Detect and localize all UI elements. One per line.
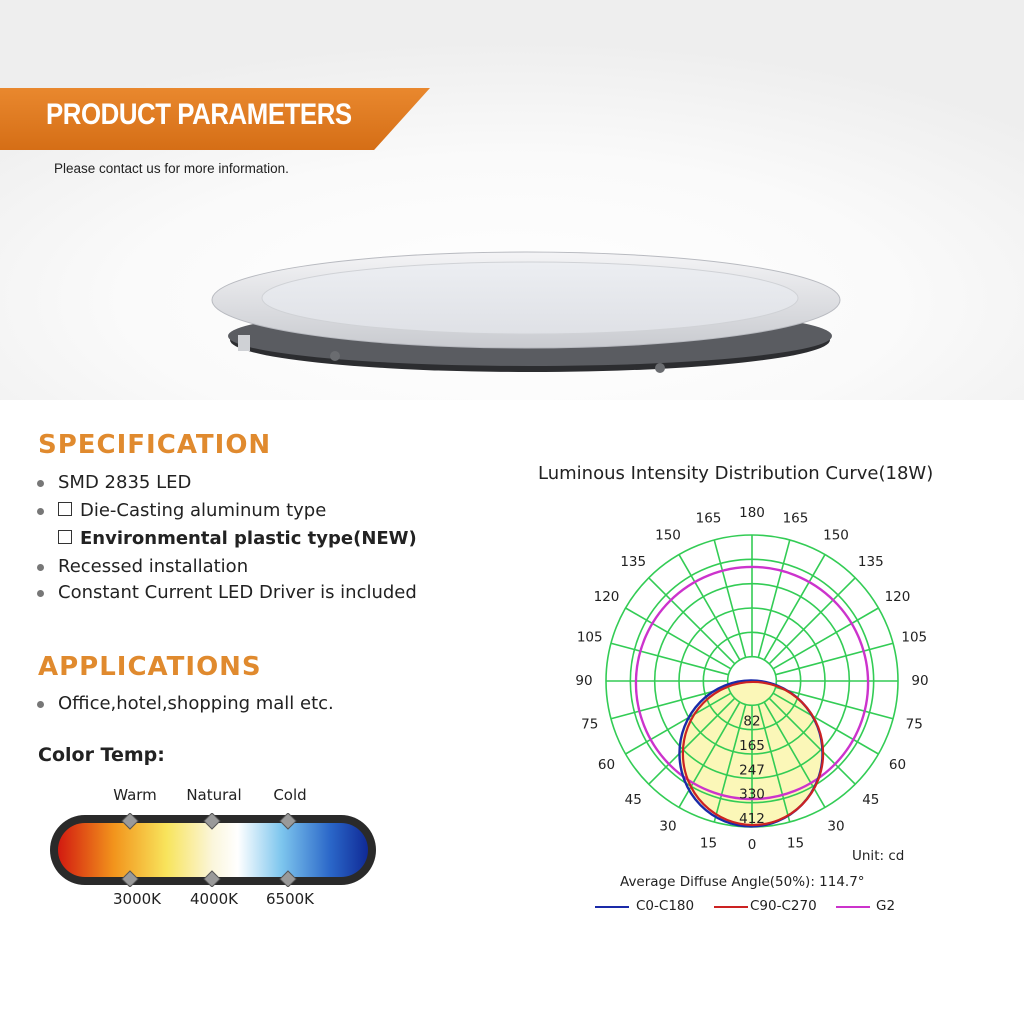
legend-swatch-g2	[836, 906, 870, 908]
angle-label: 75	[905, 716, 923, 733]
angle-label: 45	[862, 791, 880, 808]
color-temp-warm-label: Warm	[113, 786, 157, 804]
angle-label: 105	[576, 629, 603, 646]
angle-label: 75	[581, 716, 599, 733]
angle-label: 150	[655, 527, 681, 544]
bullet-icon	[37, 590, 44, 597]
chart-title: Luminous Intensity Distribution Curve(18W)	[538, 463, 934, 484]
radial-value-label: 247	[739, 762, 765, 779]
color-temp-cold-label: Cold	[273, 786, 307, 804]
color-temp-3000k-label: 3000K	[112, 890, 161, 908]
bullet-icon	[37, 701, 44, 708]
color-temp-heading: Color Temp:	[38, 744, 165, 766]
angle-label: 150	[823, 527, 849, 544]
angle-label: 105	[901, 629, 928, 646]
grid-spoke	[714, 540, 745, 658]
angle-label: 165	[782, 510, 809, 527]
legend-c0-c180: C0-C180	[636, 898, 695, 914]
angle-label: 90	[575, 673, 593, 689]
angle-label: 165	[695, 510, 722, 527]
spec-item: SMD 2835 LED	[58, 472, 191, 493]
angle-label: 120	[884, 589, 911, 605]
led-panel-image	[200, 240, 860, 390]
angle-label: 135	[857, 554, 884, 571]
angle-label: 60	[888, 757, 907, 773]
angle-label: 45	[624, 791, 642, 808]
specification-heading: SPECIFICATION	[38, 430, 272, 460]
chart-unit: Unit: cd	[852, 848, 905, 864]
checkbox-icon	[58, 530, 72, 544]
radial-value-label: 330	[739, 786, 765, 803]
bullet-icon	[37, 564, 44, 571]
grid-spoke	[758, 540, 789, 658]
grid-spoke	[649, 578, 735, 664]
radial-value-label: 165	[739, 738, 765, 754]
color-temp-6500k-label: 6500K	[265, 890, 314, 908]
angle-label: 120	[593, 589, 620, 605]
chart-footer: Average Diffuse Angle(50%): 114.7°	[620, 874, 865, 890]
angle-label: 30	[827, 818, 845, 835]
legend-g2: G2	[876, 898, 896, 914]
angle-label: 180	[739, 505, 765, 521]
color-temp-4000k-label: 4000K	[189, 890, 238, 908]
spec-item: Recessed installation	[58, 556, 248, 577]
color-temp-gradient-bar	[48, 813, 378, 887]
spec-item: Die-Casting aluminum type	[58, 500, 326, 521]
angle-label: 30	[659, 818, 677, 835]
legend-c90-c270: C90-C270	[750, 898, 817, 914]
grid-spoke	[776, 643, 894, 674]
angle-label: 15	[786, 835, 805, 852]
legend-swatch-c90	[714, 906, 748, 908]
applications-heading: APPLICATIONS	[38, 652, 262, 682]
bullet-icon	[37, 508, 44, 515]
angle-label: 60	[597, 757, 616, 773]
spec-item: Environmental plastic type(NEW)	[58, 528, 417, 549]
color-temp-natural-label: Natural	[186, 786, 242, 804]
application-item: Office,hotel,shopping mall etc.	[58, 693, 334, 714]
grid-spoke	[611, 643, 729, 674]
spec-item: Constant Current LED Driver is included	[58, 582, 417, 603]
radial-value-label: 82	[743, 713, 761, 730]
bullet-icon	[37, 480, 44, 487]
angle-label: 90	[911, 673, 929, 689]
grid-spoke	[769, 578, 855, 664]
page-title: PRODUCT PARAMETERS	[46, 98, 352, 131]
page-subtitle: Please contact us for more information.	[54, 161, 289, 176]
angle-label: 135	[620, 554, 647, 571]
checkbox-icon	[58, 502, 72, 516]
legend-swatch-c0	[595, 906, 629, 908]
angle-label: 0	[747, 837, 757, 853]
radial-value-label: 412	[739, 811, 765, 827]
angle-label: 15	[699, 835, 718, 852]
